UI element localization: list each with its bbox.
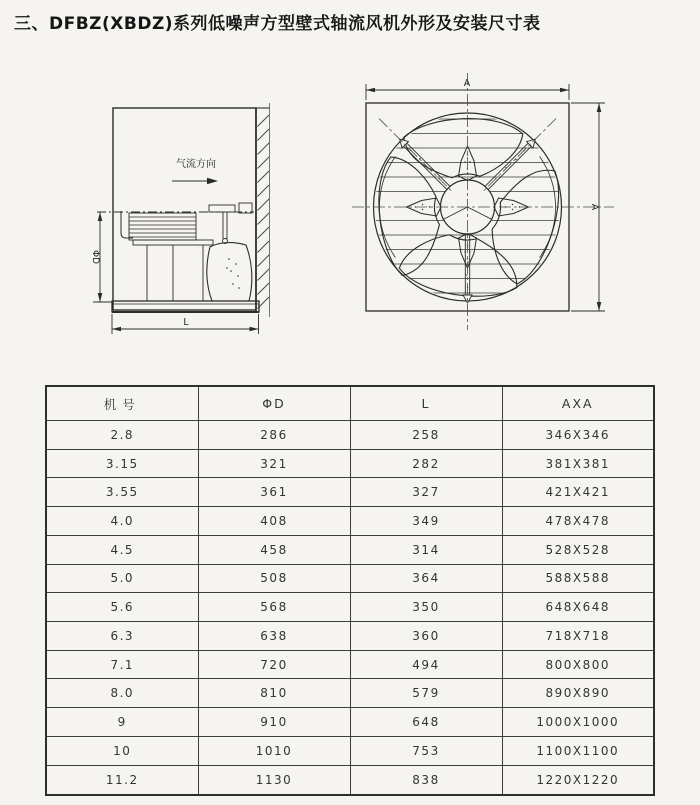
table-cell: 508 xyxy=(198,564,350,593)
table-cell: 314 xyxy=(350,535,502,564)
table-cell: 5.6 xyxy=(46,593,198,622)
height-dimension-label-a: A xyxy=(589,203,600,211)
table-cell: 568 xyxy=(198,593,350,622)
length-dimension-label: L xyxy=(183,317,189,328)
blade-side xyxy=(207,243,252,301)
table-cell: 4.0 xyxy=(46,507,198,536)
width-dimension-label-a: A xyxy=(463,78,471,89)
table-cell: 282 xyxy=(350,449,502,478)
table-cell: 588X588 xyxy=(502,564,654,593)
table-cell: 638 xyxy=(198,622,350,651)
table-cell: 258 xyxy=(350,421,502,450)
table-cell: 579 xyxy=(350,679,502,708)
airflow-direction-label: 气流方向 xyxy=(176,159,216,170)
table-cell: 327 xyxy=(350,478,502,507)
table-cell: 458 xyxy=(198,535,350,564)
technical-drawings xyxy=(0,0,700,370)
table-cell: 10 xyxy=(46,736,198,765)
front-view-drawing xyxy=(352,73,614,330)
table-row xyxy=(46,708,654,737)
table-row xyxy=(46,679,654,708)
table-cell: 3.15 xyxy=(46,449,198,478)
table-cell: 421X421 xyxy=(502,478,654,507)
column-header-model: 机号 xyxy=(46,386,198,421)
table-row xyxy=(46,650,654,679)
table-cell: 364 xyxy=(350,564,502,593)
table-cell: 494 xyxy=(350,650,502,679)
table-cell: 810 xyxy=(198,679,350,708)
table-row xyxy=(46,593,654,622)
table-cell: 286 xyxy=(198,421,350,450)
table-cell: 3.55 xyxy=(46,478,198,507)
table-cell: 360 xyxy=(350,622,502,651)
table-row xyxy=(46,535,654,564)
column-header-length: L xyxy=(350,386,502,421)
table-cell: 346X346 xyxy=(502,421,654,450)
table-cell: 1130 xyxy=(198,765,350,795)
table-body xyxy=(46,421,654,796)
wall-hatching xyxy=(256,103,270,317)
table-cell: 838 xyxy=(350,765,502,795)
airflow-arrow xyxy=(172,178,218,184)
support-column xyxy=(147,245,203,301)
table-cell: 718X718 xyxy=(502,622,654,651)
table-row xyxy=(46,449,654,478)
table-cell: 7.1 xyxy=(46,650,198,679)
diameter-dimension-label: ΦD xyxy=(90,249,100,265)
motor xyxy=(121,211,213,245)
table-cell: 910 xyxy=(198,708,350,737)
table-header xyxy=(46,386,654,421)
column-header-diameter: ΦD xyxy=(198,386,350,421)
table-cell: 528X528 xyxy=(502,535,654,564)
side-view-drawing xyxy=(90,103,270,334)
shaft-bracket xyxy=(209,203,252,244)
table-cell: 1010 xyxy=(198,736,350,765)
table-row xyxy=(46,564,654,593)
table-cell: 350 xyxy=(350,593,502,622)
dimension-l xyxy=(112,314,259,334)
table-cell: 5.0 xyxy=(46,564,198,593)
table-cell: 1000X1000 xyxy=(502,708,654,737)
table-row xyxy=(46,478,654,507)
table-row xyxy=(46,622,654,651)
table-cell: 648X648 xyxy=(502,593,654,622)
table-cell: 4.5 xyxy=(46,535,198,564)
dimension-table xyxy=(45,385,655,796)
page-title: 三、DFBZ(XBDZ)系列低噪声方型壁式轴流风机外形及安装尺寸表 xyxy=(14,14,541,34)
table-row xyxy=(46,507,654,536)
table-cell: 408 xyxy=(198,507,350,536)
table-cell: 321 xyxy=(198,449,350,478)
table-row xyxy=(46,736,654,765)
table-cell: 2.8 xyxy=(46,421,198,450)
table-cell: 720 xyxy=(198,650,350,679)
table-cell: 6.3 xyxy=(46,622,198,651)
table-cell: 1220X1220 xyxy=(502,765,654,795)
table-cell: 11.2 xyxy=(46,765,198,795)
table-cell: 8.0 xyxy=(46,679,198,708)
table-row xyxy=(46,765,654,795)
table-cell: 361 xyxy=(198,478,350,507)
table-cell: 478X478 xyxy=(502,507,654,536)
table-cell: 753 xyxy=(350,736,502,765)
table-cell: 1100X1100 xyxy=(502,736,654,765)
table-cell: 381X381 xyxy=(502,449,654,478)
table-cell: 800X800 xyxy=(502,650,654,679)
table-cell: 890X890 xyxy=(502,679,654,708)
table-cell: 349 xyxy=(350,507,502,536)
table-cell: 648 xyxy=(350,708,502,737)
table-row xyxy=(46,421,654,450)
column-header-axa: AXA xyxy=(502,386,654,421)
dimension-phi-d xyxy=(90,212,112,302)
table-cell: 9 xyxy=(46,708,198,737)
